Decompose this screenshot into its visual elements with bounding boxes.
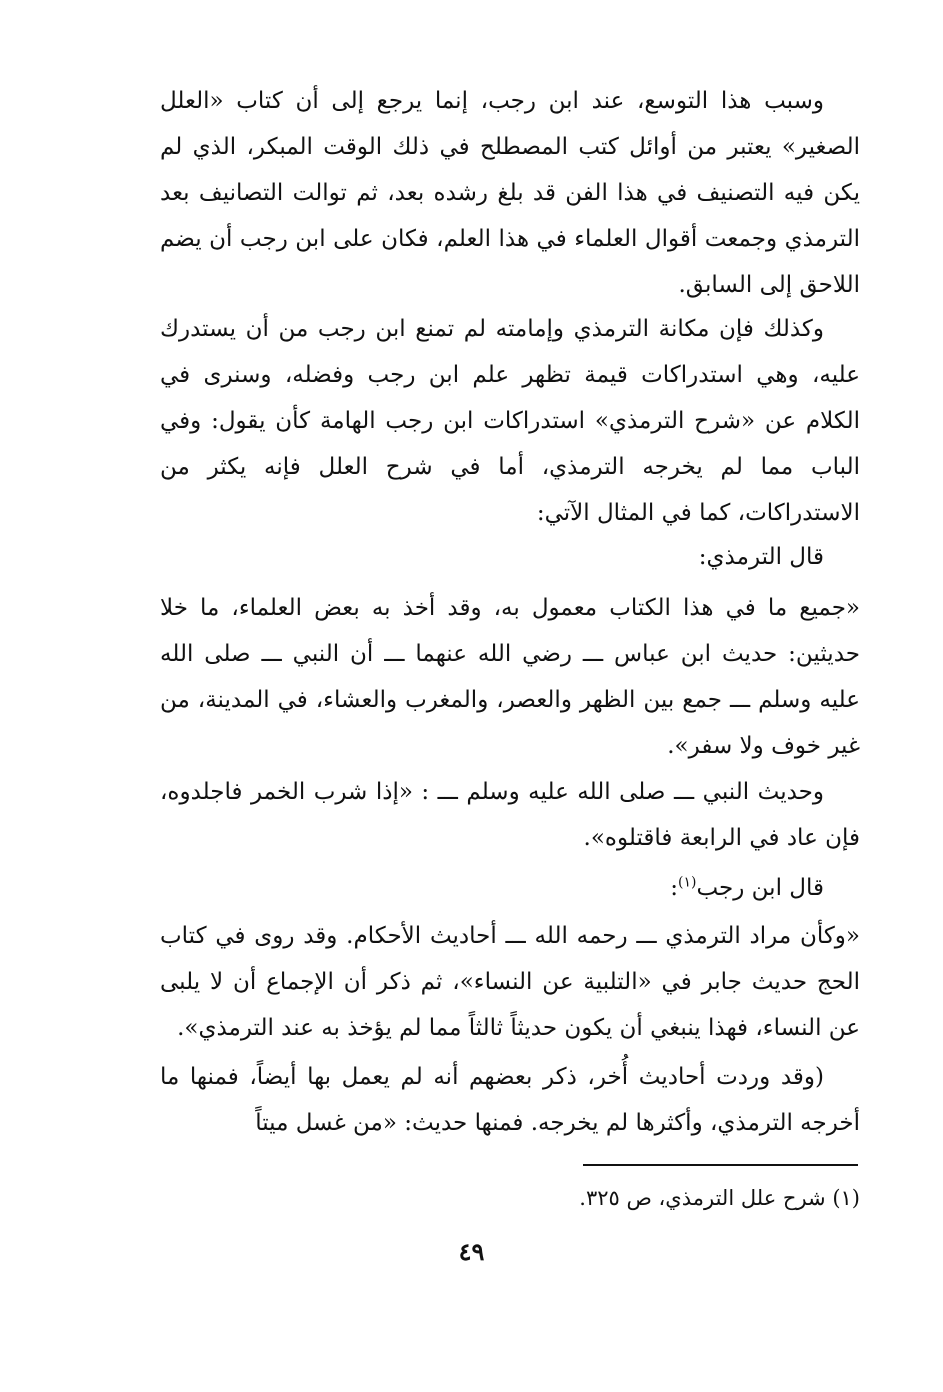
paragraph-text: وحديث النبي ـــ صلى الله عليه وسلم ـــ : «إذا شرب الخمر فاجلدوه، فإن عاد في الرابعة فاقتلوه». <box>160 779 860 851</box>
quote-text: «وكأن مراد الترمذي ـــ رحمه الله ـــ أحاديث الأحكام. وقد روى في كتاب الحج حديث جابر في «التلبية عن النساء»، ثم ذكر أن الإجماع أن لا يلبى عن النساء، فهذا ينبغي أن يكون حديثاً ثالثاً مما لم يؤخذ به عند الترمذي». <box>160 923 860 1041</box>
quote-ibn-rajab <box>160 913 860 1051</box>
quote-tirmidhi <box>160 585 860 769</box>
paragraph-2 <box>160 306 860 536</box>
paragraph-text: وكذلك فإن مكانة الترمذي وإمامته لم تمنع ابن رجب من أن يستدرك عليه، وهي استدراكات قيمة تظهر علم ابن رجب وفضله، وسنرى في الكلام عن «شرح الترمذي» استدراكات ابن رجب الهامة كأن يقول: وفي الباب مما لم يخرجه الترمذي، أما في شرح العلل فإنه يكثر من الاستدراكات، كما في المثال الآتي: <box>160 316 860 526</box>
footnote-divider <box>583 1164 858 1166</box>
paragraph-1 <box>160 78 860 308</box>
heading-text: قال ابن رجب <box>696 875 824 901</box>
footnote-marker[interactable]: (١) <box>677 874 697 891</box>
heading-text: قال الترمذي: <box>698 544 824 570</box>
quote-text: «جميع ما في هذا الكتاب معمول به، وقد أخذ به بعض العلماء، ما خلا حديثين: حديث ابن عباس ـــ رضي الله عنهما ـــ أن النبي ـــ صلى الله عليه وسلم ـــ جمع بين الظهر والعصر، والمغرب والعشاء، في المدينة، من غير خوف ولا سفر». <box>160 595 860 759</box>
tirmidhi-heading <box>160 534 860 580</box>
page-number: ٤٩ <box>458 1237 485 1266</box>
paragraph-last <box>160 1054 860 1146</box>
paragraph-hadith <box>160 769 860 861</box>
paragraph-text: وسبب هذا التوسع، عند ابن رجب، إنما يرجع إلى أن كتاب «العلل الصغير» يعتبر من أوائل كتب المصطلح في ذلك الوقت المبكر، الذي لم يكن فيه التصنيف في هذا الفن قد بلغ رشده بعد، ثم توالت التصانيف بعد الترمذي وجمعت أقوال العلماء في هذا العلم، فكان على ابن رجب أن يضم اللاحق إلى السابق. <box>160 88 860 298</box>
paragraph-text: (وقد وردت أحاديث أُخر، ذكر بعضهم أنه لم يعمل بها أيضاً، فمنها ما أخرجه الترمذي، وأكثرها لم يخرجه. فمنها حديث: «من غسل ميتاً <box>160 1064 860 1136</box>
heading-colon: : <box>670 875 678 901</box>
ibn-rajab-heading <box>160 865 860 911</box>
footnote: (١) شرح علل الترمذي، ص ٣٢٥. <box>579 1186 860 1210</box>
